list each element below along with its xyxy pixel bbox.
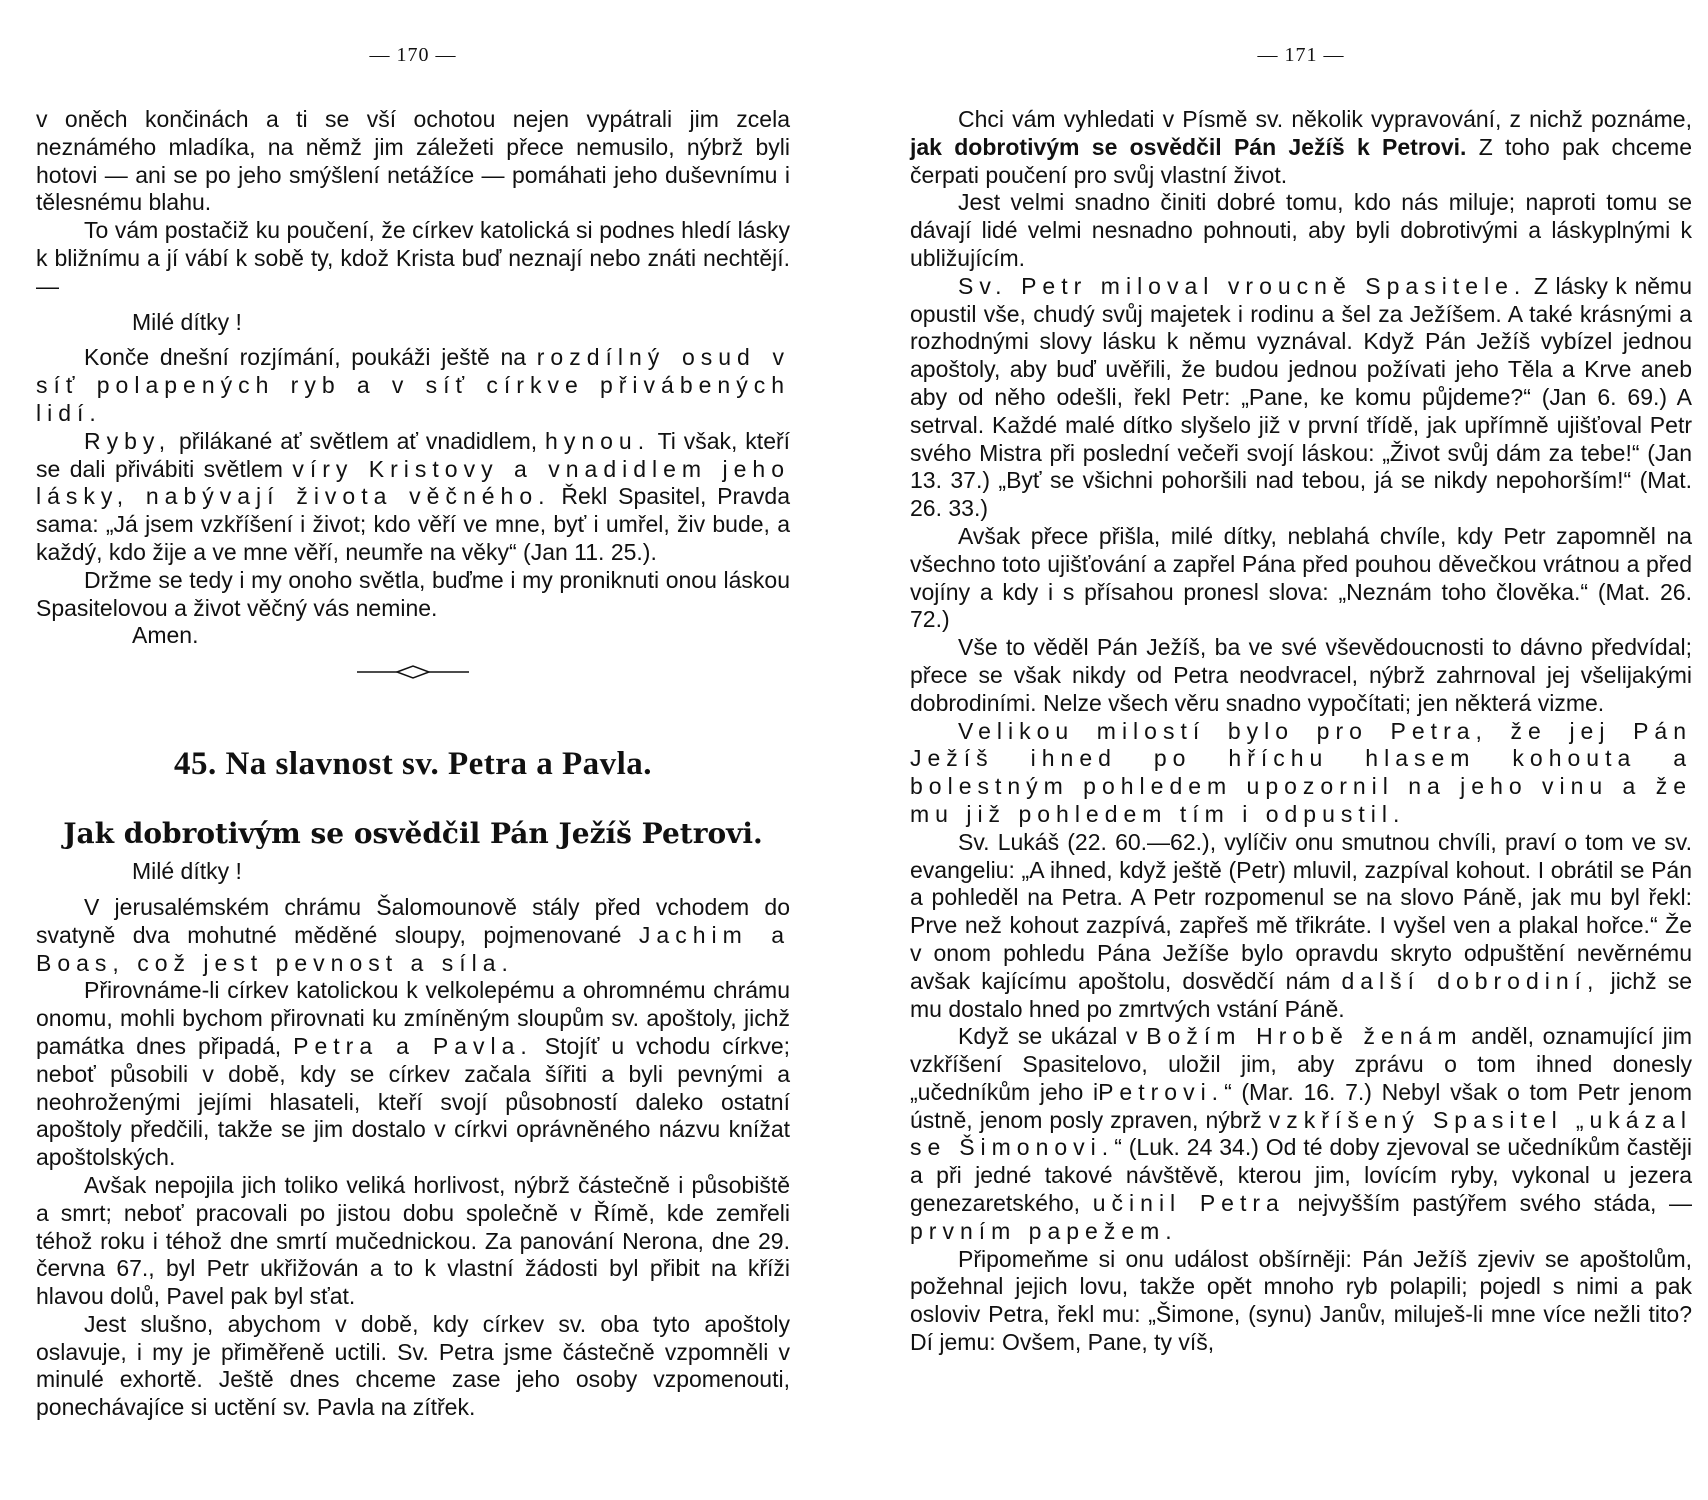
- spaced-emphasis: Petrovi.: [1098, 1078, 1225, 1105]
- text-run: Přirovnáme-li církev katolickou k velkolepému a ohromnému chrámu onomu, mohli bychom přirovnati ku zmíněným sloupům sv. apoštoly, jichž památka dnes připadá,: [36, 977, 790, 1059]
- chapter-subtitle: Jak dobrotivým se osvědčil Pán Ježíš Petrovi.: [63, 817, 763, 851]
- paragraph: Avšak nepojila jich toliko veliká horlivost, nýbrž částečně i působiště a smrt; neboť pracovali po jistou dobu společně v Římě, kde zemřeli téhož roku i téhož dne smrtí mučednickou. Za panování Nerona, dne 29. června 67., byl Petr ukřižován a to k vlastní žádosti byl přibit na kříži hlavou dolů, Pavel pak byl sťat.: [36, 1171, 790, 1310]
- text-run: Z toho pak chceme čerpati poučení pro svůj vlastní život.: [910, 133, 1693, 188]
- text-run: Když se ukázal v: [958, 1023, 1138, 1050]
- greeting: Milé dítky !: [132, 858, 242, 885]
- spaced-emphasis: prvním papežem.: [910, 1217, 1178, 1244]
- paragraph: [910, 718, 1692, 829]
- text-run: anděl, oznamující jim vzkříšení Spasitelovo, uložil jim, aby zprávu o tom ihned donesly „učedníkům jeho i: [910, 1023, 1692, 1105]
- spaced-emphasis: hynou.: [545, 427, 651, 454]
- page-number: — 171 —: [1257, 44, 1345, 66]
- text-run: Konče dnešní rozjímání, poukáži ještě na: [84, 344, 527, 371]
- paragraph: To vám postačiž ku poučení, že církev katolická si podnes hledí lásky k bližnímu a jí vábí k sobě ty, kdož Krista buď neznají nebo znáti nechtějí. —: [36, 217, 790, 299]
- spaced-emphasis: další dobrodiní,: [1341, 967, 1600, 994]
- diamond-rule-icon: [353, 660, 473, 684]
- text-run: jichž se mu dostalo hned po zmrtvých vstání Páně.: [910, 967, 1692, 1022]
- ornament-divider: [36, 660, 790, 690]
- paragraph: Připomeňme si onu událost obšírněji: Pán Ježíš zjeviv se apoštolům, požehnal jejich lovu, takže opět mnoho ryb polapili; pojedl s nimi a pak osloviv Petra, řekl mu: „Šimone, (synu) Janův, miluješ-li mne více nežli tito? Dí jemu: Ovšem, Pane, ty víš,: [910, 1245, 1692, 1356]
- spaced-emphasis: Ryby,: [84, 427, 172, 454]
- paragraph: Avšak přece přišla, milé dítky, neblahá chvíle, kdy Petr zapomněl na všechno toto ujišťování a zapřel Pána před pouhou děvečkou vrátnou a před vojíny a kdy i s přísahou pronesl slova: „Neznám toho člověka.“ (Mat. 26. 72.): [910, 522, 1692, 633]
- paragraph: [36, 977, 790, 1172]
- right-page-body: [910, 106, 1692, 1357]
- text-run: Řekl Spasitel, Pravda sama: „Já jsem vzkříšení i život; kdo věří ve mne, byť i umřel, živ bude, a každý, kdo žije a ve mne věří, neumře na věky“ (Jan 11. 25.).: [36, 483, 790, 565]
- text-run: Chci vám vyhledati v Písmě sv. několik vypravování, z nichž poznáme,: [958, 106, 1692, 132]
- text-run: “ (Luk. 24 34.) Od té doby zjevoval se učedníkům častěji a při jedné takové návštěvě, kterou jim, lovícím ryby, vykonal u jezera genezaretského,: [910, 1134, 1693, 1217]
- spaced-emphasis: Sv. Petr miloval vroucně Spasitele.: [958, 272, 1527, 299]
- paragraph: [36, 344, 790, 427]
- spaced-emphasis: víry Kristovy a vnadidlem jeho lásky, nabývají života věčného.: [36, 455, 791, 510]
- spaced-emphasis: učinil Petra: [1092, 1190, 1285, 1217]
- paragraph: [910, 829, 1692, 1024]
- paragraph: Jest slušno, abychom v době, kdy církev sv. oba tyto apoštoly oslavuje, i my je přiměřeně uctili. Sv. Petra jsme částečně vzpomněli v minulé exhortě. Ještě dnes chceme zase jeho osoby vzpomenouti, ponechávajíce si uctění sv. Pavla na zítřek.: [36, 1310, 790, 1421]
- page-number: — 170 —: [369, 44, 457, 66]
- paragraph: [910, 273, 1692, 523]
- paragraph: Vše to věděl Pán Ježíš, ba ve své vševědoucnosti to dávno předvídal; přece se však nikdy od Petra neodvracel, nýbrž zahrnoval jej všelijakými dobrodiními. Nelze všech věru snadno vypočítati; jen některá vizme.: [910, 634, 1692, 716]
- chapter-title: 45. Na slavnost sv. Petra a Pavla.: [173, 746, 653, 783]
- text-run: Ti však, kteří se dali přivábiti světlem: [36, 427, 791, 482]
- spaced-emphasis: rozdílný osud v síť polapených ryb a v síť církve přivábených lidí.: [36, 344, 791, 426]
- text-run: Sv. Lukáš (22. 60.—62.), vylíčiv onu smutnou chvíli, praví o tom ve sv. evangeliu: „A ihned, když ještě (Petr) mluvil, zazpíval kohout. I obrátil se Pán a pohleděl na Petra. A Petr rozpomenul se na slovo Páně, jak mu byl řekl: Prve než kohout zazpívá, zapřeš mě třikráte. I vyšel ven a plakal hořce.“ Že v onom pohledu Pána Ježíše bylo opravdu skryto odpuštění nevěrnému avšak kajícímu apoštolu, dosvědčí nám: [910, 828, 1692, 994]
- spaced-emphasis: vzkříšený Spasitel „ukázal se Šimonovi.: [910, 1106, 1692, 1161]
- text-run: “ (Mar. 16. 7.) Nebyl však o tom Petr jenom ústně, jenom posly zpraven, nýbrž: [910, 1078, 1692, 1133]
- paragraph: [36, 894, 790, 977]
- text-run: přilákané ať světlem ať vnadidlem,: [178, 427, 538, 454]
- amen: Amen.: [132, 622, 199, 649]
- text-run: nejvyšším pastýřem svého stáda, —: [1297, 1190, 1693, 1217]
- paragraph: [910, 1023, 1692, 1245]
- text-run: Z lásky k němu opustil vše, chudý svůj majetek i rodinu a šel za Ježíšem. A také krásnými a rozhodnými slovy lásku k němu vyznával. Když Pán Ježíš vybízel jednou apoštoly, aby buď uvěřili, že budou jednou požívati jeho Těla a Krve aneb aby od něho odešli, řekl Petr: „Pane, ke komu půjdeme?“ (Jan 6. 69.) A setrval. Každé malé dítko slyšelo již v první třídě, jak upřímně ujišťoval Petr svého Mistra při poslední večeři svojí láskou: „Život svůj dám za tebe!“ (Jan 13. 37.) „Byť se všichni pohoršili nad tebou, já se nikdy nepohorším!“ (Mat. 26. 33.): [910, 272, 1693, 522]
- text-run: V jerusalémském chrámu Šalomounově stály před vchodem do svatyně dva mohutné měděné sloupy, pojmenované: [36, 893, 790, 948]
- spaced-emphasis: Božím Hrobě ženám: [1146, 1023, 1463, 1050]
- paragraph: Držme se tedy i my onoho světla, buďme i my proniknuti onou láskou Spasitelovou a život věčný vás nemine.: [36, 566, 790, 621]
- paragraph: Jest velmi snadno činiti dobré tomu, kdo nás miluje; naproti tomu se dávají lidé velmi nesnadno pohnouti, aby byli dobrotivými a láskyplnými k ubližujícím.: [910, 189, 1692, 271]
- paragraph: v oněch končinách a ti se vší ochotou nejen vypátrali jim zcela neznámého mladíka, na němž jim záležeti přece nemusilo, nýbrž byli hotovi — ani se po jeho smýšlení netážíce — pomáhati jeho duševnímu i tělesnému blahu.: [36, 106, 790, 216]
- paragraph: [910, 106, 1692, 189]
- spaced-emphasis: Velikou milostí bylo pro Petra, že jej Pán Ježíš ihned po hříchu hlasem kohouta a bolestným pohledem upozornil na jeho vinu a že mu již pohledem tím i odpustil.: [910, 717, 1692, 827]
- bold-emphasis: jak dobrotivým se osvědčil Pán Ježíš k Petrovi.: [910, 133, 1467, 160]
- spaced-emphasis: Jachim a Boas, což jest pevnost a síla.: [36, 921, 790, 976]
- greeting: Milé dítky !: [132, 308, 242, 335]
- spaced-emphasis: Petra a Pavla.: [293, 1032, 533, 1059]
- left-page-body: [36, 106, 790, 1422]
- paragraph: [36, 428, 790, 567]
- right-page: [854, 0, 1708, 1500]
- text-run: Stojíť u vchodu církve; neboť působili v době, kdy se církev začala šířiti a byli pevnými a neohroženými jejími hlasateli, kteří svojí působností daleko ostatní apoštoly předčili, takže se jim dostalo v církvi oprávněného názvu knížat apoštolských.: [36, 1032, 791, 1171]
